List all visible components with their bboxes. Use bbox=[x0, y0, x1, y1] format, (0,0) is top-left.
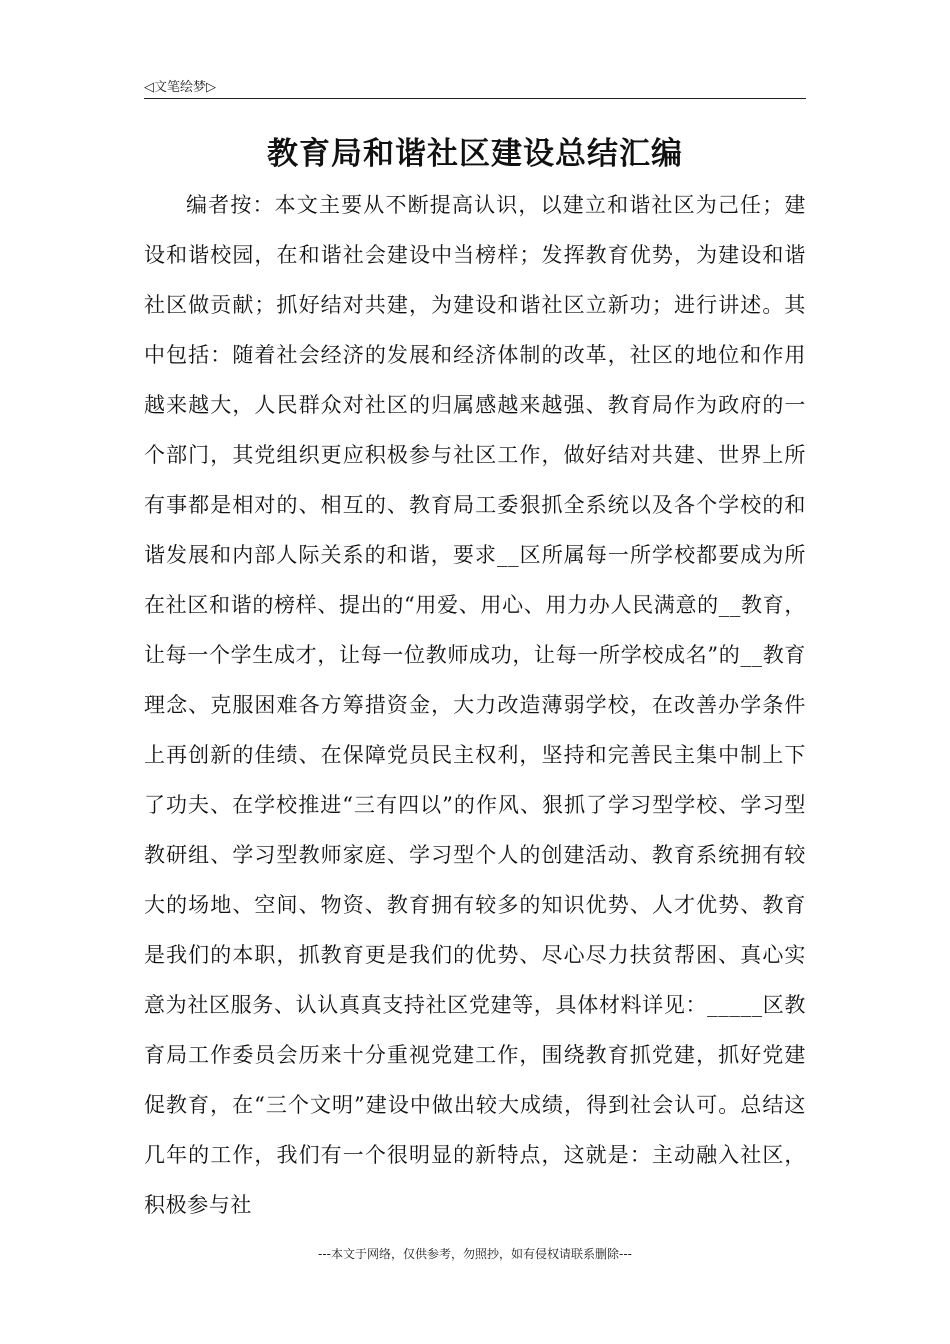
page-header bbox=[144, 74, 806, 99]
header-brand: ◁文笔绘梦▷ bbox=[144, 80, 216, 95]
document-title: 教育局和谐社区建设总结汇编 bbox=[267, 136, 683, 172]
page-footer: ---本文于网络，仅供参考，勿照抄，如有侵权请联系删除--- bbox=[318, 1247, 632, 1261]
document-body: 编者按：本文主要从不断提高认识，以建立和谐社区为己任；建设和谐校园，在和谐社会建设中当榜样；发挥教育优势，为建设和谐社区做贡献；抓好结对共建，为建设和谐社区立新功；进行讲述。其中包括：随着社会经济的发展和经济体制的改革，社区的地位和作用越来越大，人民群众对社区的归属感越来越强、教育局作为政府的一个部门，其党组织更应积极参与社区工作，做好结对共建、世界上所有事都是相对的、相互的、教育局工委狠抓全系统以及各个学校的和谐发展和内部人际关系的和谐，要求__区所属每一所学校都要成为所在社区和谐的榜样、提出的“用爱、用心、用力办人民满意的__教育，让每一个学生成才，让每一位教师成功，让每一所学校成名”的__教育理念、克服困难各方筹措资金，大力改造薄弱学校，在改善办学条件上再创新的佳绩、在保障党员民主权利，坚持和完善民主集中制上下了功夫、在学校推进“三有四以”的作风、狠抓了学习型学校、学习型教研组、学习型教师家庭、学习型个人的创建活动、教育系统拥有较大的场地、空间、物资、教育拥有较多的知识优势、人才优势、教育是我们的本职，抓教育更是我们的优势、尽心尽力扶贫帮困、真心实意为社区服务、认认真真支持社区党建等，具体材料详见：_____区教育局工作委员会历来十分重视党建工作，围绕教育抓党建，抓好党建促教育，在“三个文明”建设中做出较大成绩，得到社会认可。总结这几年的工作，我们有一个很明显的新特点，这就是：主动融入社区，积极参与社 bbox=[144, 193, 806, 1217]
